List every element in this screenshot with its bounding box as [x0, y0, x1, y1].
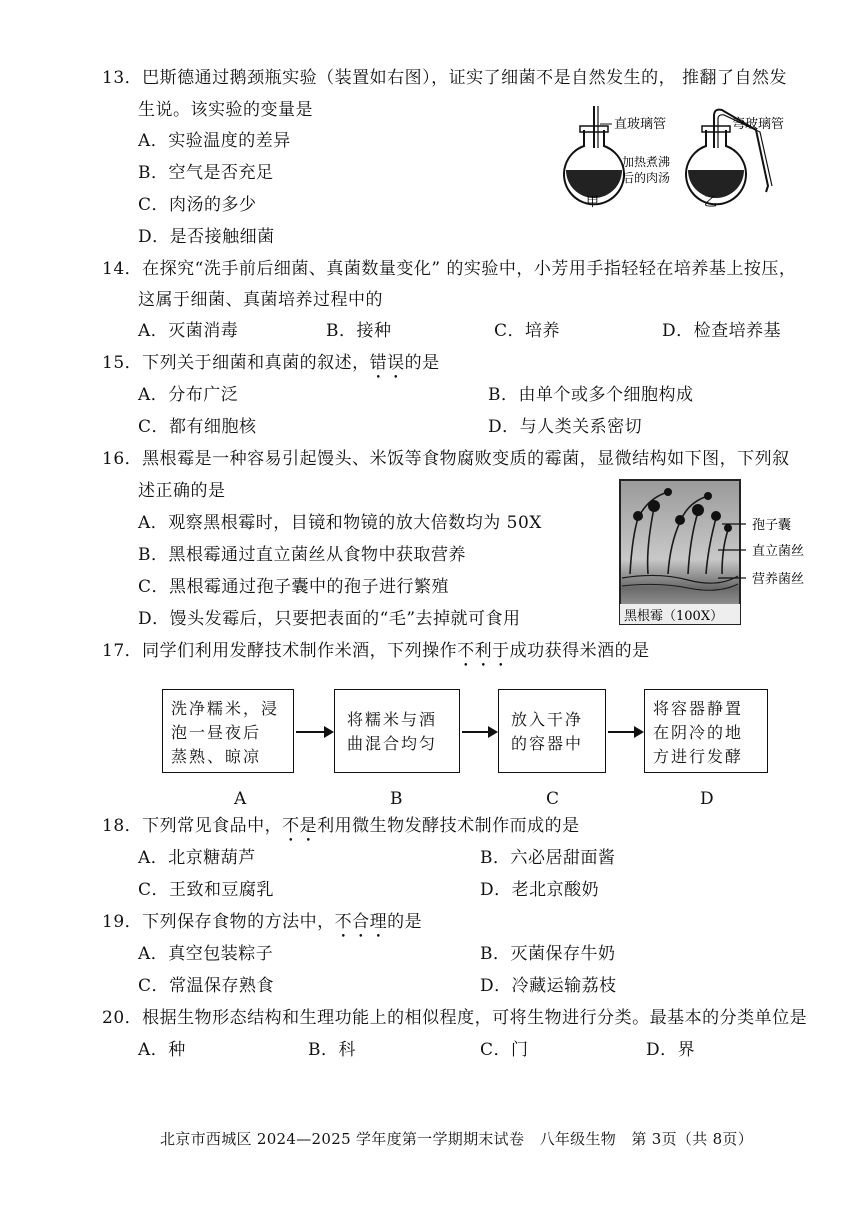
step-a-line3: 蒸熟、晾凉 [171, 747, 262, 766]
q15-stem-pre: 15．下列关于细菌和真菌的叙述， [102, 353, 370, 373]
q16-option-b: B．黑根霉通过直立菌丝从食物中获取营养 [138, 545, 466, 565]
flow-step-b [334, 689, 460, 773]
flow-letter-b: B [390, 789, 403, 809]
q17-stem-post: 成功获得米酒的是 [509, 641, 650, 661]
q18-option-a: A．北京糖葫芦 [138, 848, 256, 868]
step-c-line2: 的容器中 [511, 734, 584, 753]
q16-option-d: D．馒头发霉后，只要把表面的“毛”去掉就可食用 [138, 609, 521, 629]
micrograph-frame [620, 480, 740, 624]
label-jia: 甲 [586, 195, 600, 210]
label-erect-hyphae: 直立菌丝 [752, 544, 805, 559]
flow-arrow-3 [608, 731, 642, 733]
label-nutrient-hyphae: 营养菌丝 [752, 572, 805, 587]
q19-stem-post: 的是 [387, 912, 423, 932]
label-sporangium: 孢子囊 [752, 518, 792, 533]
q18-stem-emphasis: 不是 [282, 816, 318, 836]
step-c-line1: 放入干净 [511, 710, 584, 729]
q18-stem-post: 利用微生物发酵技术制作而成的是 [317, 816, 580, 836]
q13-option-c: C．肉汤的多少 [138, 195, 257, 215]
q18-stem [102, 815, 580, 846]
q16-stem-line2: 述正确的是 [138, 481, 226, 501]
q14-option-b: B．接种 [326, 321, 392, 341]
q17-stem [102, 640, 650, 671]
flow-letter-d: D [700, 789, 715, 809]
q15-stem-emphasis: 错误 [369, 353, 405, 373]
q15-option-d: D．与人类关系密切 [488, 417, 643, 437]
step-a-line1: 洗净糯米，浸 [171, 699, 280, 718]
q18-stem-pre: 18．下列常见食品中， [102, 816, 283, 836]
q20-stem: 20．根据生物形态结构和生理功能上的相似程度，可将生物进行分类。最基本的分类单位是 [102, 1008, 808, 1028]
q14-option-d: D．检查培养基 [662, 321, 782, 341]
q20-option-d: D．界 [646, 1040, 696, 1060]
q15-stem [102, 352, 440, 383]
q20-option-a: A．种 [138, 1040, 186, 1060]
flow-arrow-1 [296, 731, 332, 733]
flow-arrow-2 [462, 731, 496, 733]
step-b-line2: 曲混合均匀 [347, 734, 438, 753]
q15-option-a: A．分布广泛 [138, 385, 239, 405]
q19-option-a: A．真空包装粽子 [138, 944, 274, 964]
step-d-line3: 方进行发酵 [653, 747, 744, 766]
label-broth-2: 后的肉汤 [622, 171, 671, 185]
q13-stem-line2: 生说。该实验的变量是 [138, 100, 313, 120]
q17-stem-pre: 17．同学们利用发酵技术制作米酒，下列操作 [102, 641, 458, 661]
q17-stem-emphasis: 不利于 [457, 641, 510, 661]
q14-stem-line1: 14．在探究“洗手前后细菌、真菌数量变化” 的实验中，小芳用手指轻轻在培养基上按压， [102, 259, 797, 279]
q14-stem-line2: 这属于细菌、真菌培养过程中的 [138, 290, 383, 310]
q13-option-d: D．是否接触细菌 [138, 227, 275, 247]
step-b-line1: 将糯米与酒 [347, 710, 438, 729]
q20-option-c: C．门 [480, 1040, 529, 1060]
q15-option-c: C．都有细胞核 [138, 417, 257, 437]
swan-neck-flask-figure [556, 100, 826, 210]
label-straight-tube: 直玻璃管 [614, 117, 667, 132]
flow-letter-c: C [546, 789, 560, 809]
q19-stem-pre: 19．下列保存食物的方法中， [102, 912, 335, 932]
label-bent-tube: 弯玻璃管 [732, 117, 785, 132]
flow-step-d [644, 689, 768, 773]
q15-stem-post: 的是 [404, 353, 440, 373]
flow-step-c [498, 689, 606, 773]
q13-stem-line1: 13．巴斯德通过鹅颈瓶实验（装置如右图），证实了细菌不是自然发生的， 推翻了自然发 [102, 68, 788, 88]
q19-stem [102, 911, 422, 942]
q14-option-c: C．培养 [494, 321, 561, 341]
label-broth-1: 加热煮沸 [622, 155, 671, 169]
step-a-line2: 泡一昼夜后 [171, 723, 262, 742]
q18-option-c: C．王致和豆腐乳 [138, 880, 275, 900]
q19-option-b: B．灭菌保存牛奶 [480, 944, 616, 964]
q19-option-c: C．常温保存熟食 [138, 976, 275, 996]
q16-option-c: C．黑根霉通过孢子囊中的孢子进行繁殖 [138, 577, 450, 597]
q18-option-d: D．老北京酸奶 [480, 880, 600, 900]
q18-option-b: B．六必居甜面酱 [480, 848, 616, 868]
q19-stem-emphasis: 不合理 [334, 912, 388, 932]
step-d-line1: 将容器静置 [653, 699, 744, 718]
q13-option-a: A．实验温度的差异 [138, 131, 291, 151]
page-footer: 北京市西城区 2024—2025 学年度第一学期期末试卷 八年级生物 第 3页（共 8页） [160, 1130, 754, 1148]
rhizopus-micrograph-figure [618, 478, 828, 628]
flow-letter-a: A [234, 789, 247, 809]
q19-option-d: D．冷藏运输荔枝 [480, 976, 617, 996]
q16-stem-line1: 16．黑根霉是一种容易引起馒头、米饭等食物腐败变质的霉菌，显微结构如下图，下列叙 [102, 449, 790, 469]
label-yi: 乙 [704, 195, 718, 210]
step-d-line2: 在阴冷的地 [653, 723, 744, 742]
q20-option-b: B．科 [308, 1040, 356, 1060]
micrograph-caption: 黑根霉（100X） [624, 609, 724, 624]
q16-option-a: A．观察黑根霉时，目镜和物镜的放大倍数均为 50X [138, 513, 542, 533]
q15-option-b: B．由单个或多个细胞构成 [488, 385, 694, 405]
flow-step-a [162, 689, 294, 773]
q13-option-b: B．空气是否充足 [138, 163, 274, 183]
q14-option-a: A．灭菌消毒 [138, 321, 239, 341]
